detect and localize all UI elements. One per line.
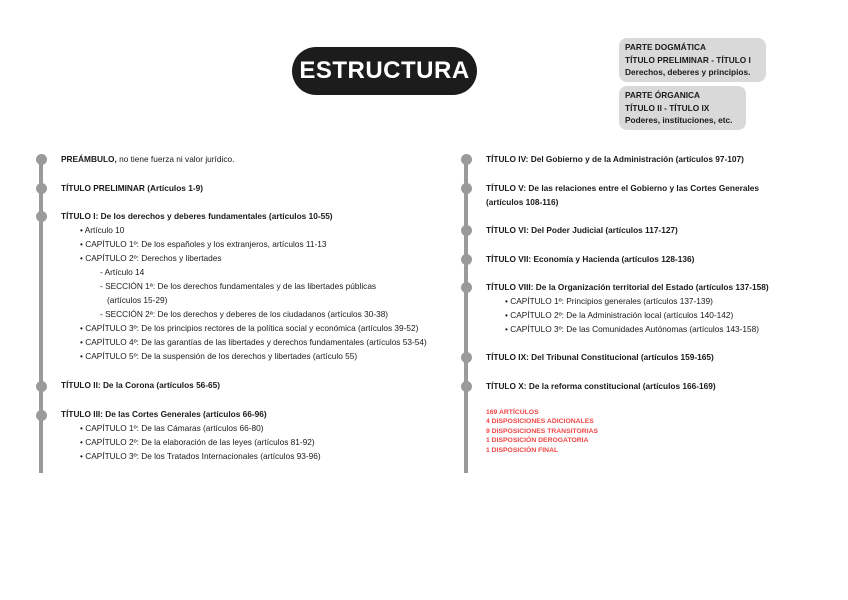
list-item: • CAPÍTULO 2º: De la Administración local (artículos 140-142) <box>505 310 734 320</box>
timeline-dot <box>461 225 472 236</box>
list-item: • CAPÍTULO 5º: De la suspensión de los derechos y libertades (artículo 55) <box>80 351 358 361</box>
timeline-right <box>464 155 468 473</box>
preambulo-label: PREÁMBULO, <box>61 154 117 164</box>
list-item: • Artículo 10 <box>80 225 125 235</box>
titulo-preliminar: TÍTULO PRELIMINAR (Artículos 1-9) <box>61 183 203 193</box>
titulo-4: TÍTULO IV: Del Gobierno y de la Administración (artículos 97-107) <box>486 154 744 164</box>
list-item: • CAPÍTULO 3º: De los principios rectores de la política social y económica (artículos 39-52) <box>80 323 419 333</box>
timeline-dot <box>461 352 472 363</box>
titulo-5-cont: (artículos 108-116) <box>486 197 559 207</box>
list-item: • CAPÍTULO 2º: De la elaboración de las leyes (artículos 81-92) <box>80 437 315 447</box>
box-line: PARTE DOGMÁTICA <box>625 42 706 52</box>
titulo-5: TÍTULO V: De las relaciones entre el Gobierno y las Cortes Generales <box>486 183 759 193</box>
list-item: • CAPÍTULO 1º: De los españoles y los extranjeros, artículos 11-13 <box>80 239 327 249</box>
timeline-dot <box>36 211 47 222</box>
timeline-dot <box>461 183 472 194</box>
list-item: • CAPÍTULO 1º: De las Cámaras (artículos 66-80) <box>80 423 264 433</box>
box-line: Derechos, deberes y principios. <box>625 67 751 77</box>
titulo-10: TÍTULO X: De la reforma constitucional (artículos 166-169) <box>486 381 716 391</box>
list-item: • CAPÍTULO 2º: Derechos y libertades <box>80 253 222 263</box>
timeline-left <box>39 155 43 473</box>
titulo-9: TÍTULO IX: Del Tribunal Constitucional (artículos 159-165) <box>486 352 714 362</box>
summary-counts <box>486 408 598 455</box>
titulo-6: TÍTULO VI: Del Poder Judicial (artículos 117-127) <box>486 225 678 235</box>
title-pill: ESTRUCTURA <box>292 47 477 95</box>
titulo-8: TÍTULO VIII: De la Organización territorial del Estado (artículos 137-158) <box>486 282 769 292</box>
parte-dogmatica-box <box>619 38 766 82</box>
preambulo <box>61 154 234 165</box>
summary-line: 1 DISPOSICIÓN FINAL <box>486 446 559 454</box>
list-item: • CAPÍTULO 1º: Principios generales (artículos 137-139) <box>505 296 713 306</box>
summary-line: 4 DISPOSICIONES ADICIONALES <box>486 418 594 426</box>
box-line: TÍTULO PRELIMINAR - TÍTULO I <box>625 54 751 65</box>
titulo-1: TÍTULO I: De los derechos y deberes fundamentales (artículos 10-55) <box>61 211 333 221</box>
box-line: TÍTULO II - TÍTULO IX <box>625 102 710 113</box>
list-subitem: - SECCIÓN 1ª: De los derechos fundamentales y de las libertades públicas <box>100 281 377 291</box>
list-item: • CAPÍTULO 4º: De las garantías de las libertades y derechos fundamentales (artículos 53-54) <box>80 337 427 347</box>
timeline-dot <box>461 381 472 392</box>
list-item: • CAPÍTULO 3º: De las Comunidades Autónomas (artículos 143-158) <box>505 324 760 334</box>
list-subitem: (artículos 15-29) <box>107 295 168 305</box>
parte-organica-box <box>619 86 746 130</box>
summary-line: 169 ARTÍCULOS <box>486 409 539 416</box>
box-line: Poderes, instituciones, etc. <box>625 115 733 125</box>
titulo-3: TÍTULO III: De las Cortes Generales (artículos 66-96) <box>61 409 267 419</box>
titulo-7: TÍTULO VII: Economía y Hacienda (artículos 128-136) <box>486 254 695 264</box>
preambulo-text: no tiene fuerza ni valor jurídico. <box>116 154 235 164</box>
summary-line: 1 DISPOSICIÓN DEROGATORIA <box>486 437 589 445</box>
timeline-dot <box>461 282 472 293</box>
list-subitem: - SECCIÓN 2ª: De los derechos y deberes de los ciudadanos (artículos 30-38) <box>100 309 389 319</box>
list-subitem: - Artículo 14 <box>100 267 145 277</box>
timeline-dot <box>36 410 47 421</box>
timeline-dot <box>461 154 472 165</box>
summary-line: 9 DISPOSICIONES TRANSITORIAS <box>486 427 599 435</box>
timeline-dot <box>36 381 47 392</box>
titulo-2: TÍTULO II: De la Corona (artículos 56-65) <box>61 380 221 390</box>
timeline-dot <box>461 254 472 265</box>
box-line: PARTE ÓRGANICA <box>625 90 700 100</box>
timeline-dot <box>36 154 47 165</box>
list-item: • CAPÍTULO 3º: De los Tratados Internacionales (artículos 93-96) <box>80 451 321 461</box>
timeline-dot <box>36 183 47 194</box>
